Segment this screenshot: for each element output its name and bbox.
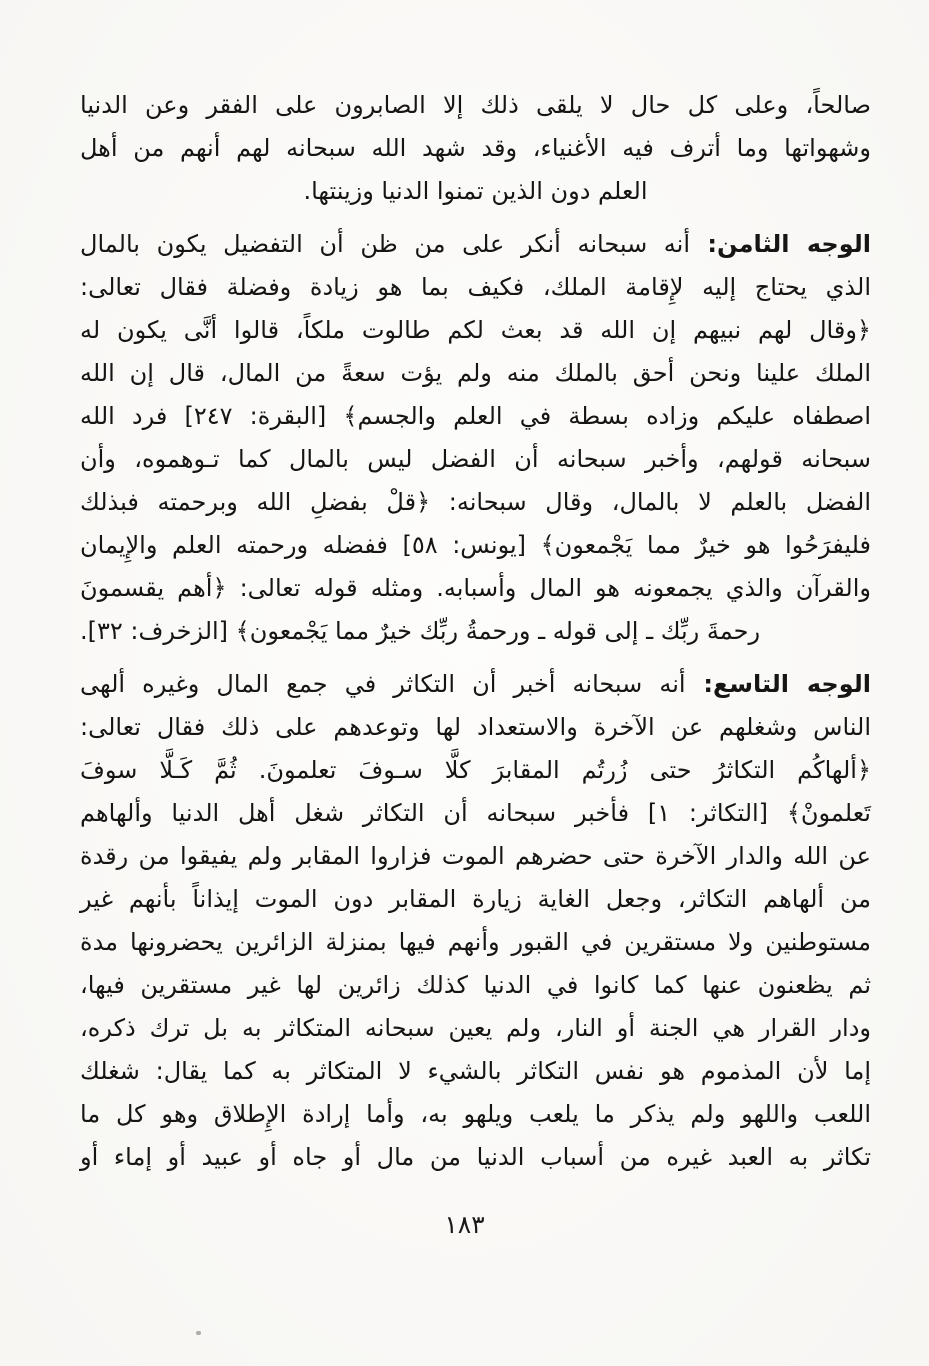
text-line: مستوطنين ولا مستقرين في القبور وأنهم فيها بمنزلة الزائرين يحضرونها مدة	[80, 928, 871, 956]
page-number: ١٨٣	[444, 1210, 485, 1239]
text-block	[80, 84, 871, 1179]
text-line: فليفرَحُوا هو خيرٌ مما يَجْمعون﴾ [يونس: ٥٨] ففضله ورحمته العلم والإِيمان	[80, 531, 871, 559]
section-heading: الوجه الثامن:	[690, 230, 871, 258]
text-line: عن الله والدار الآخرة حتى حضرهم الموت فزاروا المقابر ولم يفيقوا من رقدة	[80, 842, 871, 870]
text-line: وشهواتها وما أترف فيه الأغنياء، وقد شهد الله سبحانه لهم أنهم من أهل	[80, 134, 871, 162]
text-line: والقرآن والذي يجمعونه هو المال وأسبابه. ومثله قوله تعالى: ﴿أهم يقسمونَ	[80, 574, 871, 602]
text-line: ودار القرار هي الجنة أو النار، ولم يعين سبحانه المتكاثر به بل ترك ذكره،	[80, 1014, 871, 1042]
text-line: الوجه التاسع: أنه سبحانه أخبر أن التكاثر في جمع المال وغيره ألهى	[80, 670, 871, 698]
text-line: الملك علينا ونحن أحق بالملك منه ولم يؤت سعةً من المال، قال إن الله	[80, 359, 871, 387]
text-line: الفضل بالعلم لا بالمال، وقال سبحانه: ﴿قلْ بفضلِ الله وبرحمته فبذلك	[80, 488, 871, 516]
text-line: ثم يظعنون عنها كما كانوا في الدنيا كذلك زائرين لها غير مستقرين فيها،	[80, 971, 871, 999]
scan-artifact	[196, 1331, 201, 1335]
text-line: الذي يحتاج إليه لإِقامة الملك، فكيف بما هو زيادة وفضلة فقال تعالى:	[80, 273, 871, 301]
text-line: تكاثر به العبد غيره من أسباب الدنيا من مال أو جاه أو عبيد أو إماء أو	[80, 1143, 871, 1171]
text-line: ﴿وقال لهم نبيهم إن الله قد بعث لكم طالوت ملكاً، قالوا أنَّى يكون له	[80, 316, 871, 344]
section-heading: الوجه التاسع:	[685, 670, 871, 698]
text-line: ﴿ألهاكُم التكاثرُ حتى زُرتُم المقابرَ كلَّا سـوفَ تعلمونَ. ثُمَّ كَـلَّا سوفَ	[80, 756, 871, 784]
text-line: صالحاً، وعلى كل حال لا يلقى ذلك إلا الصابرون على الفقر وعن الدنيا	[80, 91, 871, 119]
paragraph-eighth-aspect	[80, 223, 871, 653]
text-line: رحمةَ ربِّك ـ إلى قوله ـ ورحمةُ ربِّك خيرٌ مما يَجْمعون﴾ [الزخرف: ٣٢].	[80, 617, 761, 645]
text-line: الوجه الثامن: أنه سبحانه أنكر على من ظن أن التفضيل يكون بالمال	[80, 230, 871, 258]
text-line: العلم دون الذين تمنوا الدنيا وزينتها.	[303, 177, 648, 205]
text-line: اللعب واللهو ولم يذكر ما يلعب ويلهو به، وأما إرادة الإِطلاق وهو كل ما	[80, 1100, 871, 1128]
text-line: إما لأن المذموم هو نفس التكاثر بالشيء لا المتكاثر به كما يقال: شغلك	[80, 1057, 871, 1085]
paragraph-ninth-aspect	[80, 663, 871, 1179]
text-line: سبحانه قولهم، وأخبر سبحانه أن الفضل ليس بالمال كما تـوهموه، وأن	[80, 445, 871, 473]
text-line: من ألهاهم التكاثر، وجعل الغاية زيارة المقابر دون الموت إيذاناً بأنهم غير	[80, 885, 871, 913]
paragraph-continuation	[80, 84, 871, 213]
text-line: اصطفاه عليكم وزاده بسطة في العلم والجسم﴾ [البقرة: ٢٤٧] فرد الله	[80, 402, 871, 430]
text-line: الناس وشغلهم عن الآخرة والاستعداد لها وتوعدهم على ذلك فقال تعالى:	[80, 713, 871, 741]
text-line: تَعلمونْ﴾ [التكاثر: ١] فأخبر سبحانه أن التكاثر شغل أهل الدنيا وألهاهم	[80, 799, 871, 827]
